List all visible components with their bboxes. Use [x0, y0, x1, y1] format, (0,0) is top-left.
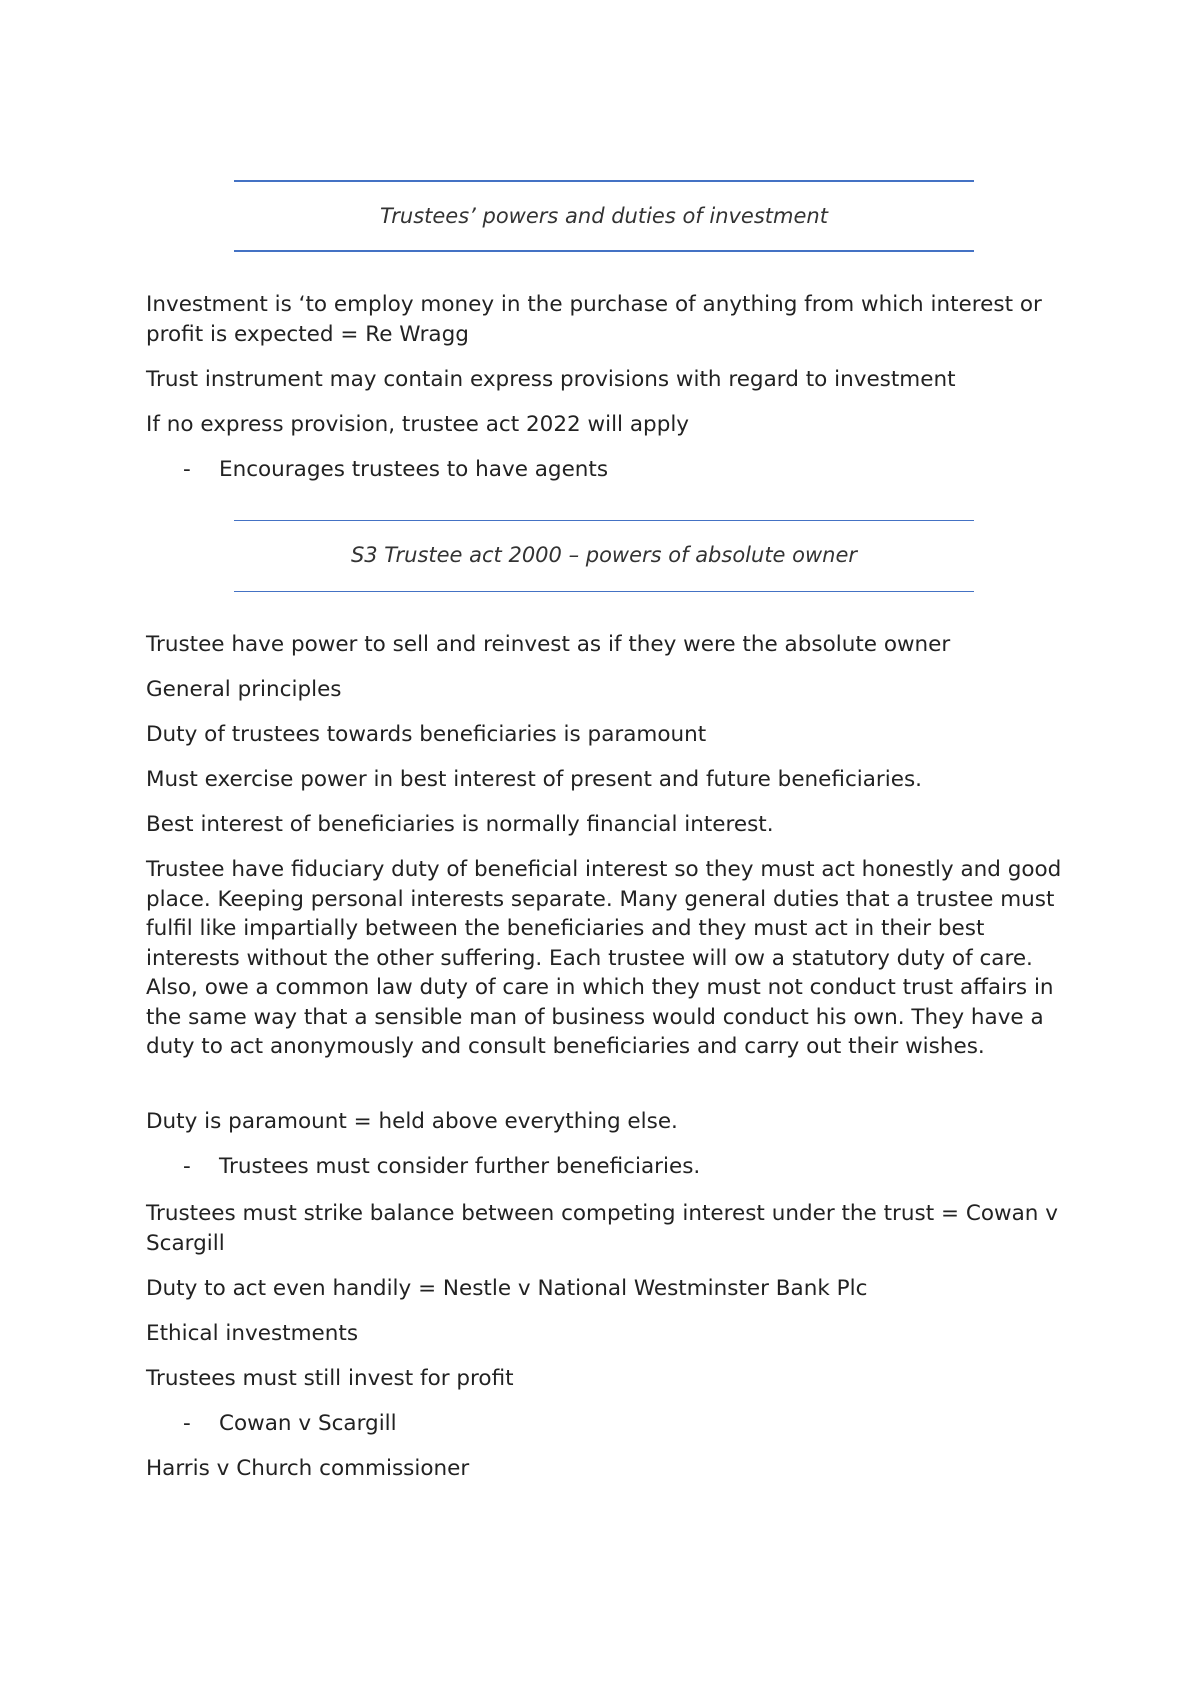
- paragraph-fiduciary-duty: Trustee have fiduciary duty of beneficial interest so they must act honestly and good place. Keeping personal interests separate. Many general duties that a trustee must fulfil like impartially between the beneficiaries and they must act in their best interests without the other suffering. Each trustee will ow a statutory duty of care. Also, owe a common law duty of care in which they must not conduct trust affairs in the same way that a sensible man of business would conduct his own. They have a duty to act anonymously and consult beneficiaries and carry out their wishes.: [146, 857, 1062, 1059]
- bullet-further-beneficiaries: [183, 1152, 1043, 1182]
- paragraph-investment-definition: Investment is ‘to employ money in the purchase of anything from which interest or profit is expected = Re Wragg: [146, 292, 1042, 347]
- paragraph-no-express-provision: If no express provision, trustee act 2022 will apply: [146, 412, 690, 437]
- paragraph-strike-balance: Trustees must strike balance between competing interest under the trust = Cowan v Scargill: [146, 1201, 1058, 1256]
- bullet-cowan-v-scargill: [183, 1409, 1043, 1439]
- bullet-marker: -: [183, 1411, 191, 1436]
- paragraph-power-to-sell: Trustee have power to sell and reinvest as if they were the absolute owner: [146, 632, 951, 657]
- bullet-marker: -: [183, 457, 191, 482]
- paragraph-trust-instrument: Trust instrument may contain express provisions with regard to investment: [146, 367, 956, 392]
- paragraph-harris-v-church: Harris v Church commissioner: [146, 1456, 470, 1481]
- bullet-encourages-agents: [183, 455, 1043, 485]
- heading-trustees-powers: Trustees’ powers and duties of investment: [234, 180, 974, 252]
- bullet-text: Cowan v Scargill: [219, 1411, 397, 1436]
- bullet-marker: -: [183, 1154, 191, 1179]
- bullet-text: Encourages trustees to have agents: [219, 457, 609, 482]
- paragraph-ethical-investments: Ethical investments: [146, 1321, 359, 1346]
- paragraph-act-even-handily: Duty to act even handily = Nestle v National Westminster Bank Plc: [146, 1276, 868, 1301]
- paragraph-general-principles: General principles: [146, 677, 342, 702]
- paragraph-invest-for-profit: Trustees must still invest for profit: [146, 1366, 514, 1391]
- paragraph-financial-interest: Best interest of beneficiaries is normally financial interest.: [146, 812, 774, 837]
- paragraph-duty-held-above: Duty is paramount = held above everything else.: [146, 1109, 678, 1134]
- paragraph-duty-paramount: Duty of trustees towards beneficiaries is paramount: [146, 722, 707, 747]
- heading-s3-trustee-act: S3 Trustee act 2000 – powers of absolute owner: [234, 520, 974, 592]
- paragraph-best-interest-present-future: Must exercise power in best interest of present and future beneficiaries.: [146, 767, 922, 792]
- bullet-text: Trustees must consider further beneficiaries.: [219, 1154, 701, 1179]
